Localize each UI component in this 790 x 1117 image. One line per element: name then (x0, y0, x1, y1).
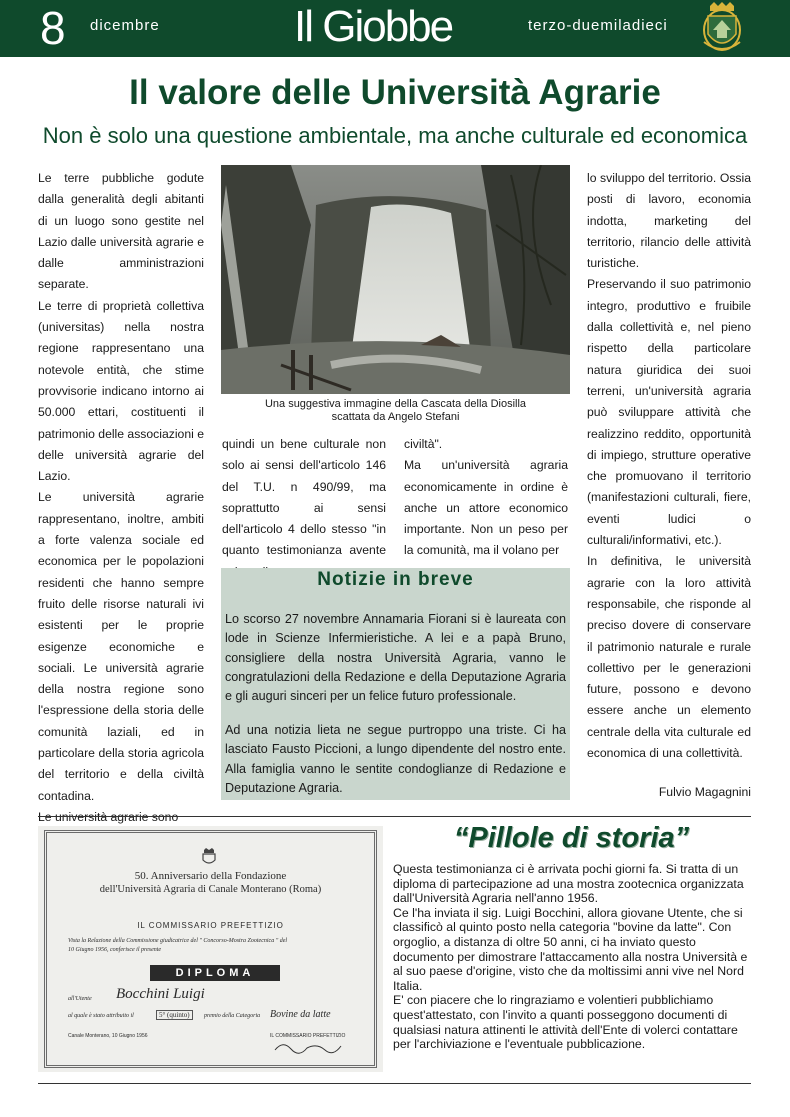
newspaper-title: Il Giobbe (294, 2, 453, 51)
diploma-utente-label: all'Utente (68, 996, 92, 1002)
news-box-title: Notizie in breve (317, 569, 474, 590)
bottom-divider (38, 1083, 751, 1084)
caption-line-1: Una suggestiva immagine della Cascata della Diosilla (264, 398, 527, 410)
article-author: Fulvio Magagnini (658, 785, 751, 799)
paragraph: Preservando il suo patrimonio integro, produttivo e fruibile dalla collettività e, nel pieno rispetto della particolare natura giuridica dei suoi terreni, un'università agraria può sviluppare attività che realizzino reddito, opportunità di impiego, strutture operative che promuovano il territorio (manifestazioni culturali, fiere, eventi ludici o culturali/informativi, etc.). (587, 277, 751, 548)
news-box (221, 568, 570, 800)
issue-label: terzo-duemiladieci (528, 17, 668, 34)
diploma-utente-name: Bocchini Luigi (116, 986, 205, 1002)
diploma-premio-text: al quale è stato attribuito il (68, 1013, 134, 1019)
diploma-visto-1: Vista la Relazione della Commissione giudicatrice del " Concorso-Mostra Zootecnica " del (68, 938, 288, 944)
diploma-banner: DIPLOMA (150, 965, 280, 981)
section-divider (38, 816, 751, 817)
news-item: Ad una notizia lieta ne segue purtroppo una triste. Ci ha lasciato Fausto Piccioni, a lungo dipendente del nostro ente. Alla famiglia vanno le sentite condoglianze di Redazione e Deputazione Agraria. (225, 723, 566, 795)
diploma-heading-2: dell'Università Agraria di Canale Monterano (Roma) (99, 884, 322, 895)
coat-of-arms-icon (702, 2, 742, 54)
signature-scribble (273, 1040, 343, 1054)
paragraph: Le università agrarie rappresentano, inoltre, ambiti a forte valenza sociale ed economica per le popolazioni residenti che hanno sempre fruito delle risorse naturali ivi esistenti per le proprie esigenze economiche e sociali. Le università agrarie della nostra regione sono l'espressione della storia delle comunità laziali, ed in particolare della storia agricola del territorio e della civiltà contadina. (38, 490, 204, 803)
pillole-title: “Pillole di storia” (453, 822, 690, 854)
article-headline: Il valore delle Università Agrarie (129, 73, 661, 112)
paragraph: lo sviluppo del territorio. Ossia posti di lavoro, economia indotta, marketing del territorio, rilancio delle attività turistiche. (587, 171, 751, 271)
caption-line-2: scattata da Angelo Stefani (331, 411, 460, 423)
diploma-visto-2: 10 Giugno 1956, conferisce il presente (68, 947, 162, 953)
pillole-text (393, 862, 753, 1052)
paragraph: Le terre di proprietà collettiva (universitas) nella nostra regione rappresentano una notevole entità, che stime provvisorie indicano intorno ai 50.000 ettari, costituenti il patrimonio delle associazioni e delle università agrarie del Lazio. (38, 298, 204, 484)
paragraph: Ma un'università agraria economicamente in ordine è anche un attore economico importante. Non un peso per la comunità, ma il volano per (404, 458, 568, 558)
diploma-commissario: IL COMMISSARIO PREFETTIZIO (137, 921, 284, 930)
diploma-image (38, 826, 383, 1072)
paragraph: Ce l'ha inviata il sig. Luigi Bocchini, allora giovane Utente, che si classificò al quinto posto nella categoria "bovine da latte". Con orgoglio, a distanza di oltre 50 anni, ci ha inviato questo documento per dimostrare l'attaccamento alla nostra Università e al suo paese d'origine, visto che da moltissimi anni vive nel Nord Italia. (393, 905, 748, 993)
masthead (0, 0, 790, 57)
paragraph: E' con piacere che lo ringraziamo e volentieri pubblichiamo quest'attestato, con l'invito a quanti posseggono documenti di qualsiasi natura attinenti le attività dell'Ente di volerci contattare per l'archiviazione e l'eventuale pubblicazione. (393, 993, 738, 1052)
article-column-2 (222, 434, 386, 583)
diploma-heading-1: 50. Anniversario della Fondazione (134, 870, 287, 882)
paragraph (38, 807, 204, 828)
article-column-3 (404, 434, 568, 562)
news-item: Lo scorso 27 novembre Annamaria Fiorani si è laureata con lode in Scienze Infermieristiche. A lei e a papà Bruno, consigliere della nostra Università Agraria, vanno le congratulazioni della Redazione e della Deputazione Agraria e gli auguri sinceri per un felice futuro professionale. (225, 612, 566, 704)
photo-caption (221, 398, 570, 424)
diploma-place-date: Canale Monterano, 10 Giugno 1956 (68, 1033, 148, 1039)
waterfall-photo (221, 165, 570, 394)
paragraph: Le terre pubbliche godute dalla generalità degli abitanti di un luogo sono gestite nel Lazio dalle università agrarie e dalle amministrazioni separate. (38, 171, 204, 292)
article-column-1 (38, 168, 204, 828)
emblem-icon (201, 848, 217, 866)
article-subheadline: Non è solo una questione ambientale, ma anche culturale ed economica (42, 123, 748, 148)
diploma-premio-value: 5° (quinto) (156, 1010, 193, 1020)
paragraph: civiltà". (404, 437, 443, 451)
diploma-firma-title: IL COMMISSARIO PREFETTIZIO (270, 1033, 346, 1039)
article-column-4 (587, 168, 751, 764)
page-number: 8 (40, 2, 66, 54)
issue-month: dicembre (90, 17, 160, 34)
diploma-premio-mid: premio della Categoria (204, 1013, 261, 1019)
paragraph: quindi un bene culturale non solo ai sensi dell'articolo 146 del T.U. n 490/99, ma soprattutto ai sensi dell'articolo 4 dello stesso "in quanto testimonianza avente (222, 437, 386, 558)
diploma-categoria: Bovine da latte (270, 1009, 331, 1020)
paragraph: In definitiva, le università agrarie con la loro attività responsabile, che risponde al preciso dovere di conservare il patrimonio naturale e rurale collettivo per le generazioni future, possono e devono essere anche un elemento centrale della vita culturale ed economica di una collettività. (587, 554, 751, 761)
paragraph: Questa testimonianza ci è arrivata pochi giorni fa. Si tratta di un diploma di partecipazione ad una mostra zootecnica organizzata dall'Università Agraria nell'anno 1956. (393, 862, 744, 906)
